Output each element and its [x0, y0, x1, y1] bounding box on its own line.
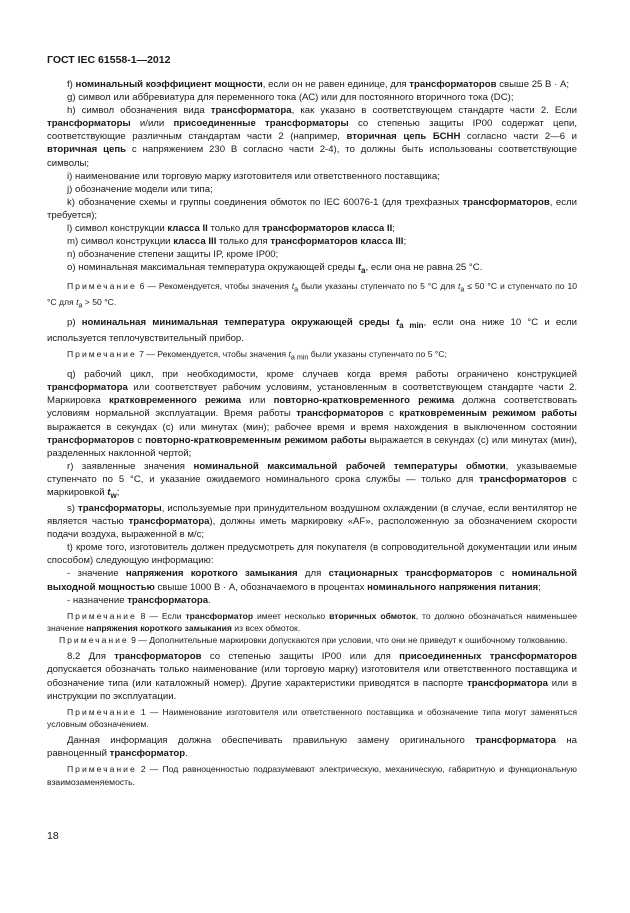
- document-body: [47, 78, 577, 792]
- body-paragraph: 8.2 Для трансформаторов со степенью защиты IP00 или для присоединенных трансформаторов допускается обозначать только наименование (или торговую марку) изготовителя или ответственного поставщика и обозначение типа (или каталожный номер). Другие характеристики приводятся в паспорте трансформатора или в инструкции по эксплуатации.: [47, 651, 578, 702]
- body-paragraph: l) символ конструкции класса II только для трансформаторов класса II;: [67, 223, 395, 235]
- body-paragraph: h) символ обозначения вида трансформатора, как указано в соответствующем стандарте части 2. Если трансформаторы и/или присоединенные трансформаторы со степенью защиты IP00 содержат цепи, соответствующие различным стандартам части 2 (например, вторичная цепь БСНН согласно части 2—6 и вторичная цепь с напряжением 230 В согласно части 2-4), то должны быть использованы соответствующие символы;: [47, 105, 578, 169]
- body-paragraph: r) заявленные значения номинальной максимальной рабочей температуры обмотки, указываемые ступенчато по 5 °С, и указание ожидаемого номинального срока службы — только для трансформаторов с маркировкой $t_w$;: [47, 460, 578, 500]
- body-paragraph: k) обозначение схемы и группы соединения обмоток по IEC 60076-1 (для трехфазных трансформаторов, если требуется);: [47, 196, 577, 221]
- body-paragraph: g) символ или аббревиатура для переменного тока (АС) или для постоянного вторичного тока (DC);: [67, 92, 514, 104]
- body-paragraph: t) кроме того, изготовитель должен предусмотреть для покупателя (в сопроводительной документации или иным способом) следующую информацию:: [47, 542, 577, 567]
- body-paragraph: - значение напряжения короткого замыкания для стационарных трансформаторов с номинальной выходной мощностью свыше 1000 В · А, обозначаемого в процентах номинального напряжения питания;: [47, 568, 577, 593]
- body-paragraph: j) обозначение модели или типа;: [67, 183, 213, 195]
- body-paragraph: Данная информация должна обеспечивать правильную замену оригинального трансформатора на равноценный трансформатор.: [47, 735, 577, 760]
- body-paragraph: p) номинальная минимальная температура окружающей среды $t_{a min}$, если она ниже 10 °С и если используется теплочувствительный прибор.: [47, 317, 577, 345]
- body-paragraph: q) рабочий цикл, при необходимости, кроме случаев когда время работы ограничено конструкцией трансформатора или соответствует рабочим условиям, установленным в соответствующем стандарте части 2. Маркировка кратковременного режима или повторно-кратковременного режима должна соответствовать условиям нормальной эксплуатации. Время работы трансформаторов с кратковременным режимом работы выражается в секундах (с) или минутах (мин); рабочее время и время нахождения в выключенном состоянии трансформаторов с повторно-кратковременным режимом работы выражается в секундах (с) или минутах (мин), разделенных наклонной чертой;: [47, 369, 577, 459]
- body-paragraph: s) трансформаторы, используемые при принудительном воздушном охлаждении (в случае, если вентилятор не является частью трансформатора), должны иметь маркировку «AF», расположенную за обозначением скорости подачи воздуха, выраженной в м/с;: [47, 503, 577, 541]
- note-paragraph: Примечание 6 — Рекомендуется, чтобы значения $t_a$ были указаны ступенчато по 5 °С для $t_a \le 50$ °С и ступенчато по 10 °С для $t_a > 50$ °С.: [47, 281, 578, 310]
- note-paragraph: Примечание 1 — Наименование изготовителя или ответственного поставщика и обозначение типа могут заменяться условным обозначением.: [47, 706, 577, 729]
- note-paragraph: Примечание 2 — Под равноценностью подразумевают электрическую, механическую, габаритную и функциональную взаимозаменяемость.: [47, 764, 577, 787]
- body-paragraph: n) обозначение степени защиты IP, кроме IP00;: [67, 249, 279, 261]
- page-number: 18: [47, 830, 59, 842]
- note-paragraph: Примечание 8 — Если трансформатор имеет несколько вторичных обмоток, то должно обозначаться наименьшее значение напряжения короткого замыкания из всех обмоток. Примечание 9 — Дополнительные маркировки допускаются при условии, что они не приведут к ошибочному толкованию.: [47, 610, 578, 646]
- body-paragraph: f) номинальный коэффициент мощности, если он не равен единице, для трансформаторов свыше 25 В · А;: [67, 79, 570, 90]
- body-paragraph: - назначение трансформатора.: [67, 594, 211, 606]
- body-paragraph: o) номинальная максимальная температура окружающей среды $t_a$, если она не равна 25 °С.: [67, 262, 483, 276]
- body-paragraph: m) символ конструкции класса III только для трансформаторов класса III;: [67, 236, 407, 248]
- document-header: ГОСТ IEC 61558-1—2012: [47, 54, 171, 66]
- note-paragraph: Примечание 7 — Рекомендуется, чтобы значения $t_{a min}$ были указаны ступенчато по 5 °С;: [67, 349, 447, 362]
- body-paragraph: i) наименование или торговую марку изготовителя или ответственного поставщика;: [67, 170, 440, 182]
